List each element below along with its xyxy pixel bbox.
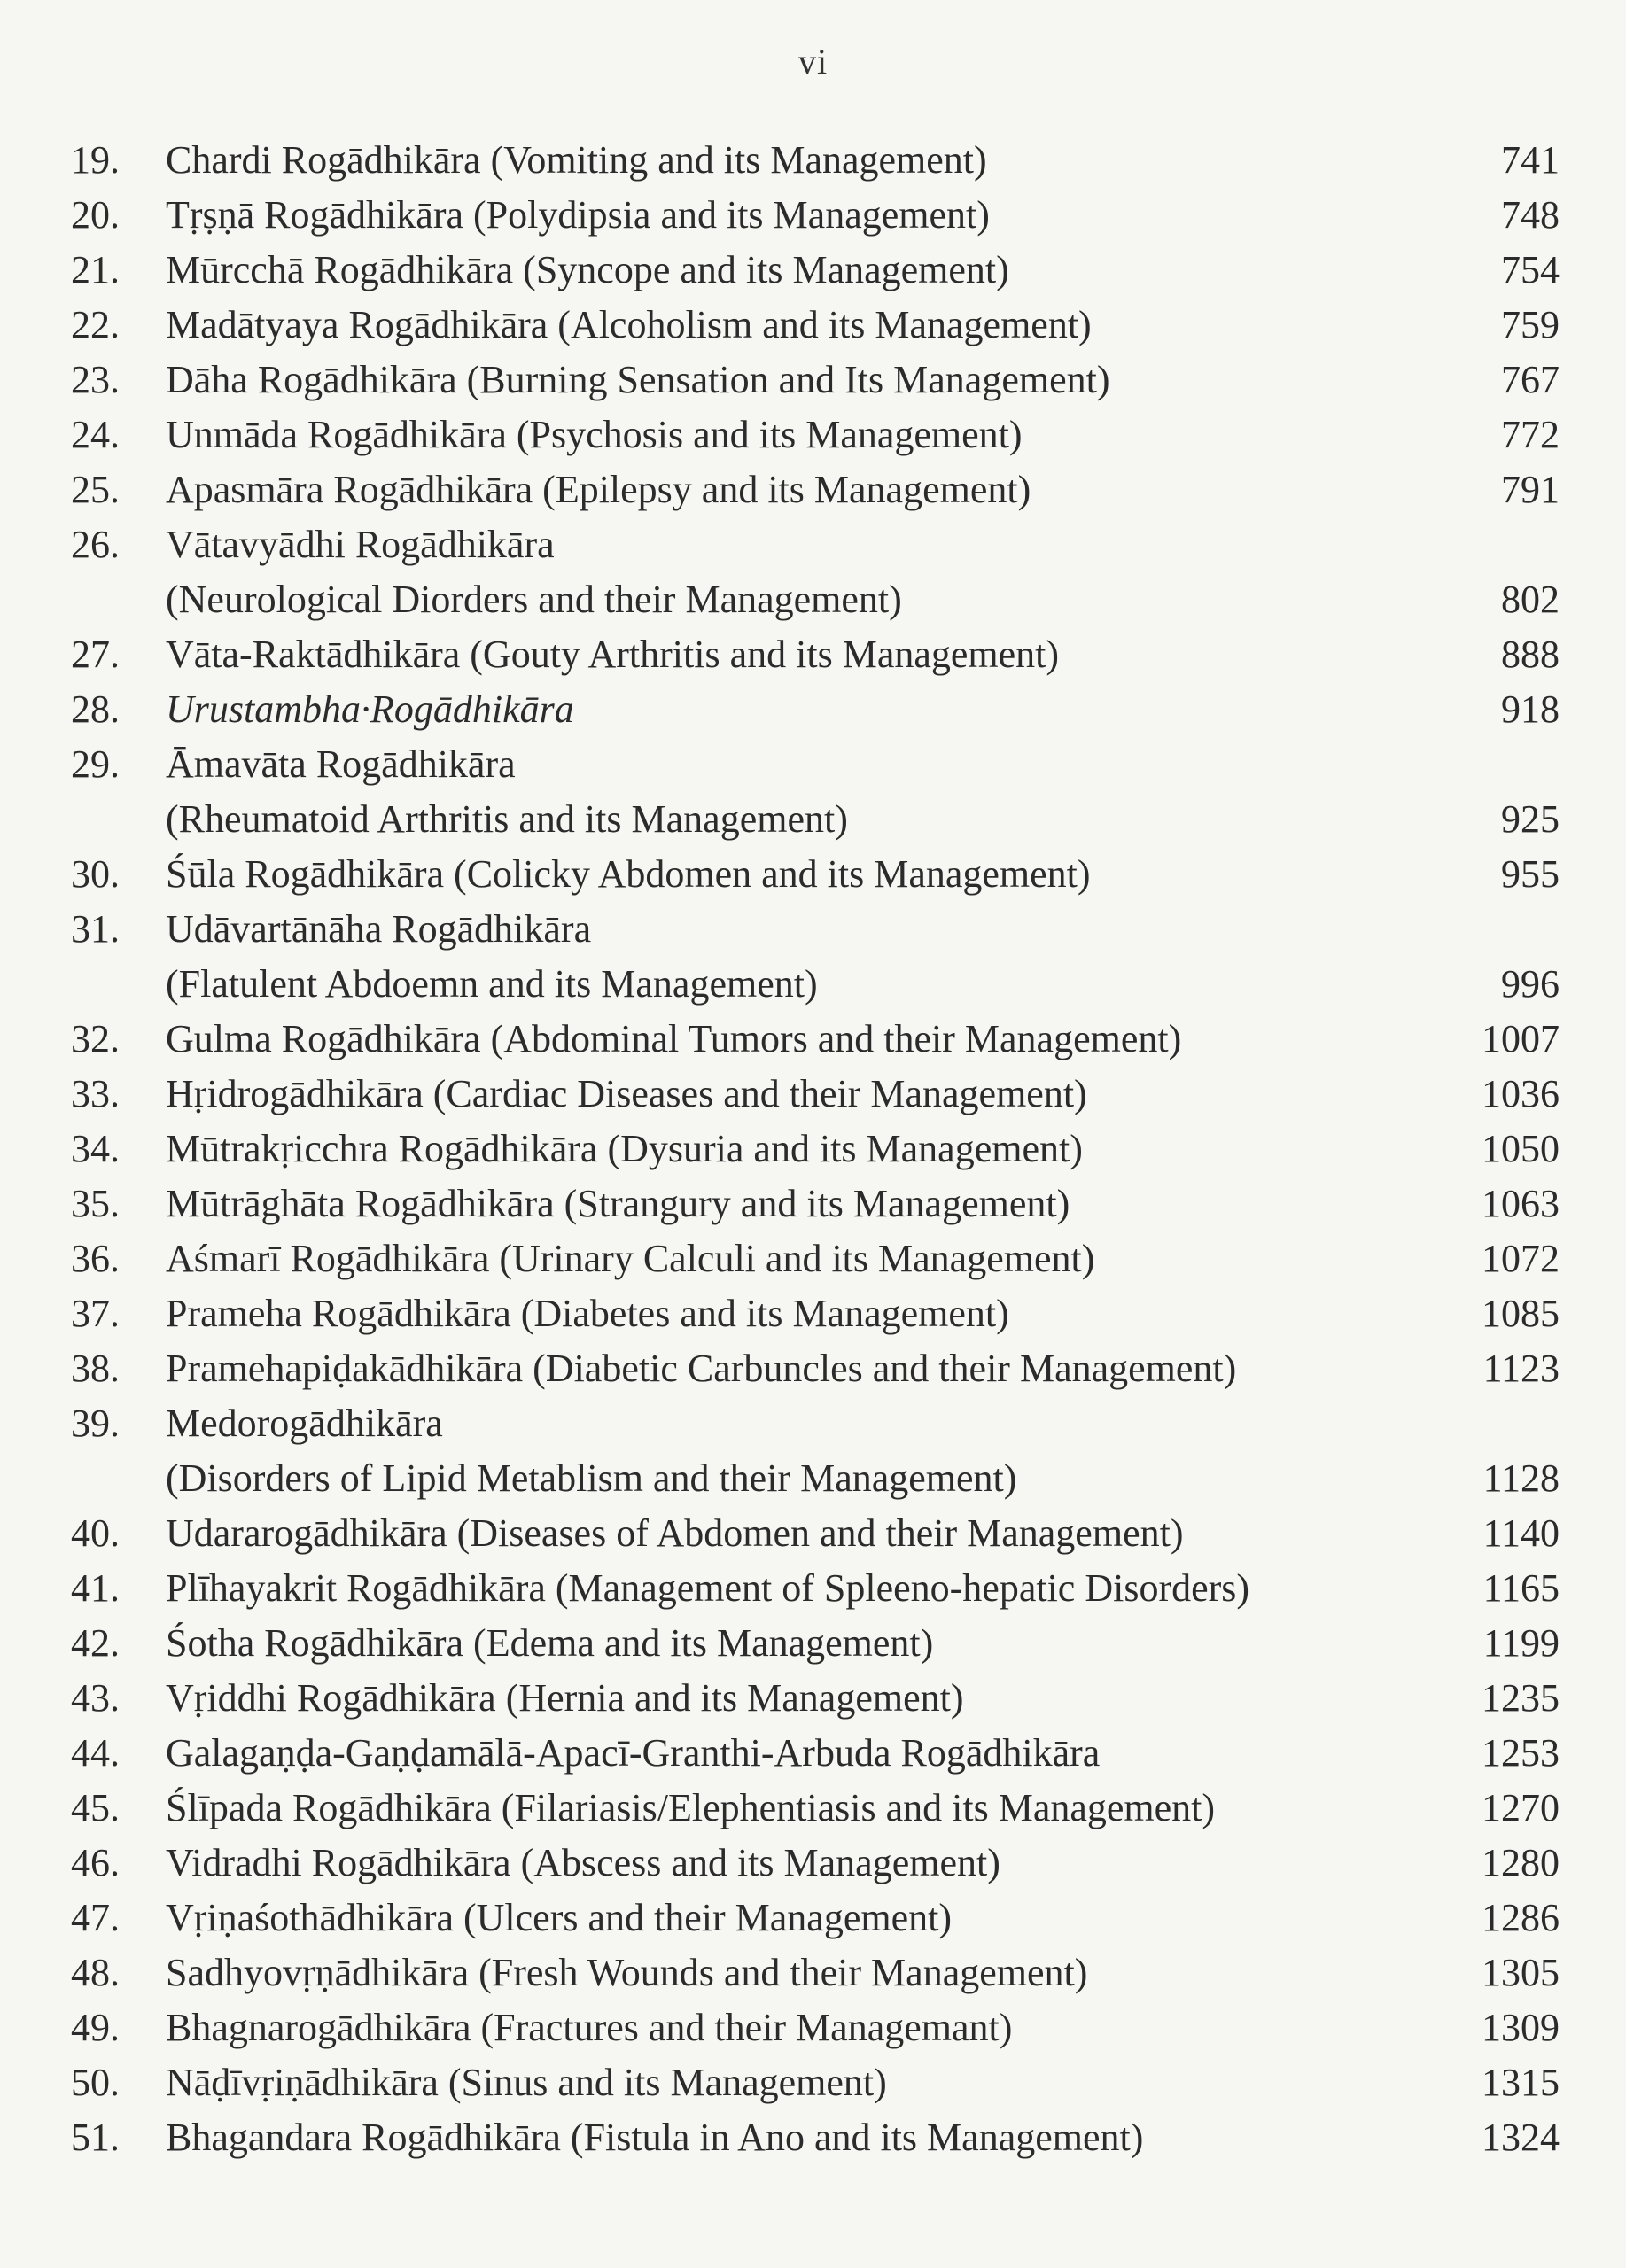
entry-title-line: Sadhyovṛṇādhikāra (Fresh Wounds and their Management) — [166, 1951, 1088, 1994]
toc-entry — [71, 2055, 1560, 2110]
entry-number: 24. — [71, 413, 120, 456]
entry-title-line: Dāha Rogādhikāra (Burning Sensation and Its Management) — [166, 358, 1110, 401]
entry-title — [166, 1616, 1427, 1671]
entry-title — [166, 462, 1427, 517]
toc-entry — [71, 627, 1560, 682]
entry-number: 29. — [71, 742, 120, 786]
entry-title-line: Tṛṣṇā Rogādhikāra (Polydipsia and its Management) — [166, 193, 990, 237]
entry-page-ref: 1309 — [1482, 2006, 1560, 2049]
entry-number: 36. — [71, 1237, 120, 1280]
entry-title — [166, 2055, 1427, 2110]
entry-title-line: Mūrcchā Rogādhikāra (Syncope and its Management) — [166, 248, 1009, 291]
entry-page-ref: 1280 — [1482, 1841, 1560, 1884]
entry-number: 39. — [71, 1402, 120, 1445]
entry-title-line: Bhagandara Rogādhikāra (Fistula in Ano and its Management) — [166, 2116, 1144, 2159]
entry-number: 28. — [71, 687, 120, 731]
entry-title — [166, 1067, 1427, 1122]
entry-title — [166, 298, 1427, 353]
entry-number: 45. — [71, 1786, 120, 1829]
entry-page-ref: 741 — [1501, 138, 1560, 182]
toc-entry — [71, 1177, 1560, 1231]
toc-entry — [71, 737, 1560, 847]
toc-entry — [71, 902, 1560, 1012]
toc-entry — [71, 298, 1560, 353]
entry-page-ref: 1324 — [1482, 2116, 1560, 2159]
entry-title-line: Nāḍīvṛiṇādhikāra (Sinus and its Management) — [166, 2061, 887, 2104]
entry-number: 32. — [71, 1017, 120, 1060]
entry-number: 40. — [71, 1511, 120, 1555]
entry-title — [166, 1561, 1427, 1616]
entry-title — [166, 133, 1427, 188]
toc-entry — [71, 1781, 1560, 1836]
entry-number: 33. — [71, 1072, 120, 1115]
entry-title-line: Vṛiṇaśothādhikāra (Ulcers and their Management) — [166, 1896, 952, 1939]
entry-page-ref: 1063 — [1482, 1182, 1560, 1225]
entry-title-line: Unmāda Rogādhikāra (Psychosis and its Management) — [166, 413, 1023, 456]
toc-entry — [71, 2110, 1560, 2165]
entry-title-line: (Neurological Diorders and their Management) — [166, 578, 902, 621]
entry-title-line: Madātyaya Rogādhikāra (Alcoholism and its Management) — [166, 303, 1092, 346]
entry-number: 44. — [71, 1731, 120, 1775]
entry-page-ref: 748 — [1501, 193, 1560, 237]
entry-title-line: Udararogādhikāra (Diseases of Abdomen and their Management) — [166, 1511, 1184, 1555]
entry-title — [166, 1781, 1427, 1836]
toc-entry — [71, 517, 1560, 627]
entry-title — [166, 408, 1427, 462]
entry-title-line: Medorogādhikāra — [166, 1402, 443, 1445]
entry-number: 30. — [71, 852, 120, 896]
entry-page-ref: 1235 — [1482, 1676, 1560, 1720]
entry-title — [166, 682, 1427, 737]
entry-title — [166, 1726, 1427, 1781]
toc-entry — [71, 133, 1560, 188]
entry-number: 35. — [71, 1182, 120, 1225]
entry-number: 51. — [71, 2116, 120, 2159]
toc-entry — [71, 1561, 1560, 1616]
entry-title — [166, 2110, 1427, 2165]
entry-title-line: Aśmarī Rogādhikāra (Urinary Calculi and its Management) — [166, 1237, 1095, 1280]
entry-title-line: Vidradhi Rogādhikāra (Abscess and its Management) — [166, 1841, 1000, 1884]
toc-entry — [71, 2000, 1560, 2055]
toc-entry — [71, 682, 1560, 737]
entry-title-line: Hṛidrogādhikāra (Cardiac Diseases and their Management) — [166, 1072, 1087, 1115]
entry-page-ref: 802 — [1501, 578, 1560, 621]
entry-number: 19. — [71, 138, 120, 182]
toc-entry — [71, 1012, 1560, 1067]
toc-entry — [71, 1122, 1560, 1177]
toc-entry — [71, 1946, 1560, 2000]
entry-page-ref: 1072 — [1482, 1237, 1560, 1280]
entry-title — [166, 188, 1427, 243]
entry-title — [166, 1341, 1427, 1396]
entry-number: 27. — [71, 633, 120, 676]
toc-entry — [71, 462, 1560, 517]
entry-title — [166, 1671, 1427, 1726]
entry-title — [166, 2000, 1427, 2055]
entry-number: 47. — [71, 1896, 120, 1939]
entry-title — [166, 902, 1427, 1012]
entry-title-line: Pramehapiḍakādhikāra (Diabetic Carbuncles and their Management) — [166, 1347, 1237, 1390]
toc-entry — [71, 1341, 1560, 1396]
entry-title-line: Chardi Rogādhikāra (Vomiting and its Management) — [166, 138, 987, 182]
entry-page-ref: 1315 — [1482, 2061, 1560, 2104]
entry-title-line: Śūla Rogādhikāra (Colicky Abdomen and its Management) — [166, 852, 1091, 896]
entry-title-line: Mūtrakṛicchra Rogādhikāra (Dysuria and its Management) — [166, 1127, 1083, 1170]
entry-number: 26. — [71, 523, 120, 566]
entry-number: 37. — [71, 1292, 120, 1335]
entry-title — [166, 1012, 1427, 1067]
entry-title — [166, 1286, 1427, 1341]
entry-number: 43. — [71, 1676, 120, 1720]
entry-page-ref: 772 — [1501, 413, 1560, 456]
entry-title — [166, 627, 1427, 682]
entry-page-ref: 996 — [1501, 962, 1560, 1006]
entry-page-ref: 767 — [1501, 358, 1560, 401]
entry-page-ref: 888 — [1501, 633, 1560, 676]
entry-title — [166, 1891, 1427, 1946]
entry-page-ref: 1007 — [1482, 1017, 1560, 1060]
table-of-contents — [71, 133, 1560, 2165]
entry-title-line: Udāvartānāha Rogādhikāra — [166, 907, 592, 951]
entry-title-line: Vṛiddhi Rogādhikāra (Hernia and its Management) — [166, 1676, 964, 1720]
toc-entry — [71, 1286, 1560, 1341]
entry-title-line: Prameha Rogādhikāra (Diabetes and its Management) — [166, 1292, 1009, 1335]
entry-title — [166, 1122, 1427, 1177]
entry-page-ref: 955 — [1501, 852, 1560, 896]
entry-title-line: Mūtrāghāta Rogādhikāra (Strangury and its Management) — [166, 1182, 1070, 1225]
entry-title-line: Gulma Rogādhikāra (Abdominal Tumors and their Management) — [166, 1017, 1182, 1060]
entry-title — [166, 1506, 1427, 1561]
toc-entry — [71, 1067, 1560, 1122]
entry-title-line: Bhagnarogādhikāra (Fractures and their Managemant) — [166, 2006, 1013, 2049]
entry-page-ref: 1050 — [1482, 1127, 1560, 1170]
entry-page-ref: 1140 — [1482, 1511, 1560, 1555]
entry-number: 42. — [71, 1621, 120, 1665]
entry-title — [166, 1231, 1427, 1286]
entry-title — [166, 847, 1427, 902]
entry-title-line: Vātavyādhi Rogādhikāra — [166, 523, 555, 566]
entry-title-line: (Rheumatoid Arthritis and its Management) — [166, 797, 848, 841]
entry-number: 25. — [71, 468, 120, 511]
entry-title-line: (Flatulent Abdoemn and its Management) — [166, 962, 818, 1006]
entry-page-ref: 754 — [1501, 248, 1560, 291]
entry-title-line: Plīhayakrit Rogādhikāra (Management of Spleeno-hepatic Disorders) — [166, 1566, 1250, 1610]
entry-page-ref: 1085 — [1482, 1292, 1560, 1335]
entry-number: 23. — [71, 358, 120, 401]
entry-number: 31. — [71, 907, 120, 951]
toc-entry — [71, 1836, 1560, 1891]
toc-entry — [71, 1506, 1560, 1561]
entry-title — [166, 243, 1427, 298]
entry-title — [166, 1836, 1427, 1891]
entry-title — [166, 1946, 1427, 2000]
toc-entry — [71, 1671, 1560, 1726]
entry-title — [166, 1177, 1427, 1231]
entry-title — [166, 517, 1427, 627]
entry-page-ref: 925 — [1501, 797, 1560, 841]
entry-number: 41. — [71, 1566, 120, 1610]
entry-number: 46. — [71, 1841, 120, 1884]
entry-title-line: Galagaṇḍa-Gaṇḍamālā-Apacī-Granthi-Arbuda Rogādhikāra — [166, 1731, 1101, 1775]
entry-page-ref: 759 — [1501, 303, 1560, 346]
toc-entry — [71, 1616, 1560, 1671]
entry-page-ref: 1128 — [1482, 1456, 1560, 1500]
page-number: vi — [797, 42, 829, 82]
entry-title — [166, 353, 1427, 408]
entry-title-line: Apasmāra Rogādhikāra (Epilepsy and its Management) — [166, 468, 1031, 511]
entry-title — [166, 1396, 1427, 1506]
entry-title-line: Vāta-Raktādhikāra (Gouty Arthritis and its Management) — [166, 633, 1060, 676]
entry-page-ref: 1123 — [1482, 1347, 1560, 1390]
toc-entry — [71, 1726, 1560, 1781]
entry-title-line: Śotha Rogādhikāra (Edema and its Management) — [166, 1621, 934, 1665]
toc-entry — [71, 188, 1560, 243]
entry-title-line: Urustambha·Rogādhikāra — [166, 687, 574, 731]
entry-number: 49. — [71, 2006, 120, 2049]
entry-title — [166, 737, 1427, 847]
entry-page-ref: 918 — [1501, 687, 1560, 731]
entry-number: 20. — [71, 193, 120, 237]
toc-entry — [71, 353, 1560, 408]
entry-page-ref: 791 — [1501, 468, 1560, 511]
entry-title-line: Ślīpada Rogādhikāra (Filariasis/Elephentiasis and its Management) — [166, 1786, 1216, 1829]
entry-number: 48. — [71, 1951, 120, 1994]
entry-number: 34. — [71, 1127, 120, 1170]
entry-title-line: Āmavāta Rogādhikāra — [166, 742, 516, 786]
toc-entry — [71, 847, 1560, 902]
toc-entry — [71, 1396, 1560, 1506]
entry-page-ref: 1286 — [1482, 1896, 1560, 1939]
entry-number: 38. — [71, 1347, 120, 1390]
entry-number: 22. — [71, 303, 120, 346]
toc-entry — [71, 1891, 1560, 1946]
entry-number: 21. — [71, 248, 120, 291]
entry-page-ref: 1305 — [1482, 1951, 1560, 1994]
toc-entry — [71, 1231, 1560, 1286]
entry-page-ref: 1253 — [1482, 1731, 1560, 1775]
toc-entry — [71, 243, 1560, 298]
toc-entry — [71, 408, 1560, 462]
entry-number: 50. — [71, 2061, 120, 2104]
entry-page-ref: 1270 — [1482, 1786, 1560, 1829]
entry-page-ref: 1165 — [1482, 1566, 1560, 1610]
entry-title-line: (Disorders of Lipid Metablism and their Management) — [166, 1456, 1017, 1500]
entry-page-ref: 1199 — [1482, 1621, 1560, 1665]
entry-page-ref: 1036 — [1482, 1072, 1560, 1115]
